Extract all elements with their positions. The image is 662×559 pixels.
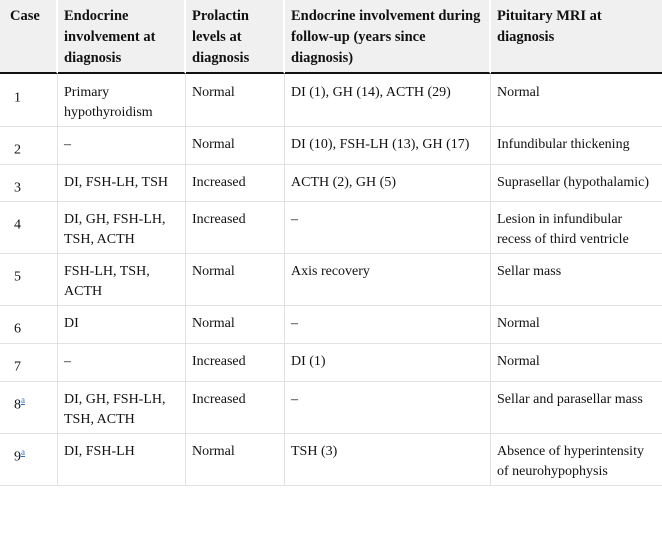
table-row <box>0 165 662 203</box>
mri-cell: Absence of hyperintensity of neurohypophysis <box>491 434 662 486</box>
header-endocrine-diagnosis: Endocrine involvement at diagnosis <box>58 0 186 74</box>
followup-cell: – <box>285 202 491 254</box>
case-cell: 7 <box>0 344 58 382</box>
case-cell: 2 <box>0 127 58 165</box>
table-row <box>0 74 662 127</box>
mri-cell: Normal <box>491 306 662 344</box>
header-case: Case <box>0 0 58 74</box>
footnote-link[interactable]: a <box>21 446 25 457</box>
prolactin-cell: Normal <box>186 254 285 306</box>
endocrine-cell: Primary hypothyroidism <box>58 74 186 127</box>
followup-cell: Axis recovery <box>285 254 491 306</box>
case-cell: 9$^a$ <box>0 434 58 486</box>
case-cell: 1 <box>0 74 58 127</box>
endocrine-cell: – <box>58 127 186 165</box>
prolactin-cell: Normal <box>186 306 285 344</box>
prolactin-cell: Normal <box>186 434 285 486</box>
header-mri: Pituitary MRI at diagnosis <box>491 0 662 74</box>
case-cell: 4 <box>0 202 58 254</box>
prolactin-cell: Increased <box>186 165 285 203</box>
table-row <box>0 344 662 382</box>
prolactin-cell: Increased <box>186 382 285 434</box>
table-row <box>0 306 662 344</box>
followup-cell: – <box>285 306 491 344</box>
case-cell: 3 <box>0 165 58 203</box>
table-row <box>0 254 662 306</box>
followup-cell: – <box>285 382 491 434</box>
followup-cell: DI (1) <box>285 344 491 382</box>
endocrine-cell: DI, GH, FSH-LH, TSH, ACTH <box>58 202 186 254</box>
case-cell: 8$^a$ <box>0 382 58 434</box>
mri-cell: Sellar mass <box>491 254 662 306</box>
table-row <box>0 127 662 165</box>
endocrine-cell: DI <box>58 306 186 344</box>
case-cell: 6 <box>0 306 58 344</box>
followup-cell: DI (1), GH (14), ACTH (29) <box>285 74 491 127</box>
prolactin-cell: Increased <box>186 202 285 254</box>
endocrine-cell: DI, FSH-LH <box>58 434 186 486</box>
mri-cell: Normal <box>491 344 662 382</box>
table-row <box>0 202 662 254</box>
footnote-link[interactable]: a <box>21 394 25 405</box>
endocrine-cell: FSH-LH, TSH, ACTH <box>58 254 186 306</box>
followup-cell: DI (10), FSH-LH (13), GH (17) <box>285 127 491 165</box>
prolactin-cell: Normal <box>186 127 285 165</box>
header-prolactin: Prolactin levels at diagnosis <box>186 0 285 74</box>
endocrine-cell: DI, FSH-LH, TSH <box>58 165 186 203</box>
mri-cell: Infundibular thickening <box>491 127 662 165</box>
header-followup: Endocrine involvement during follow-up (years since diagnosis) <box>285 0 491 74</box>
endocrine-cell: – <box>58 344 186 382</box>
prolactin-cell: Normal <box>186 74 285 127</box>
header-row <box>0 0 662 74</box>
case-cell: 5 <box>0 254 58 306</box>
table-row <box>0 382 662 434</box>
mri-cell: Normal <box>491 74 662 127</box>
prolactin-cell: Increased <box>186 344 285 382</box>
mri-cell: Suprasellar (hypothalamic) <box>491 165 662 203</box>
mri-cell: Sellar and parasellar mass <box>491 382 662 434</box>
endocrine-cell: DI, GH, FSH-LH, TSH, ACTH <box>58 382 186 434</box>
table-row <box>0 434 662 486</box>
mri-cell: Lesion in infundibular recess of third ventricle <box>491 202 662 254</box>
followup-cell: TSH (3) <box>285 434 491 486</box>
followup-cell: ACTH (2), GH (5) <box>285 165 491 203</box>
